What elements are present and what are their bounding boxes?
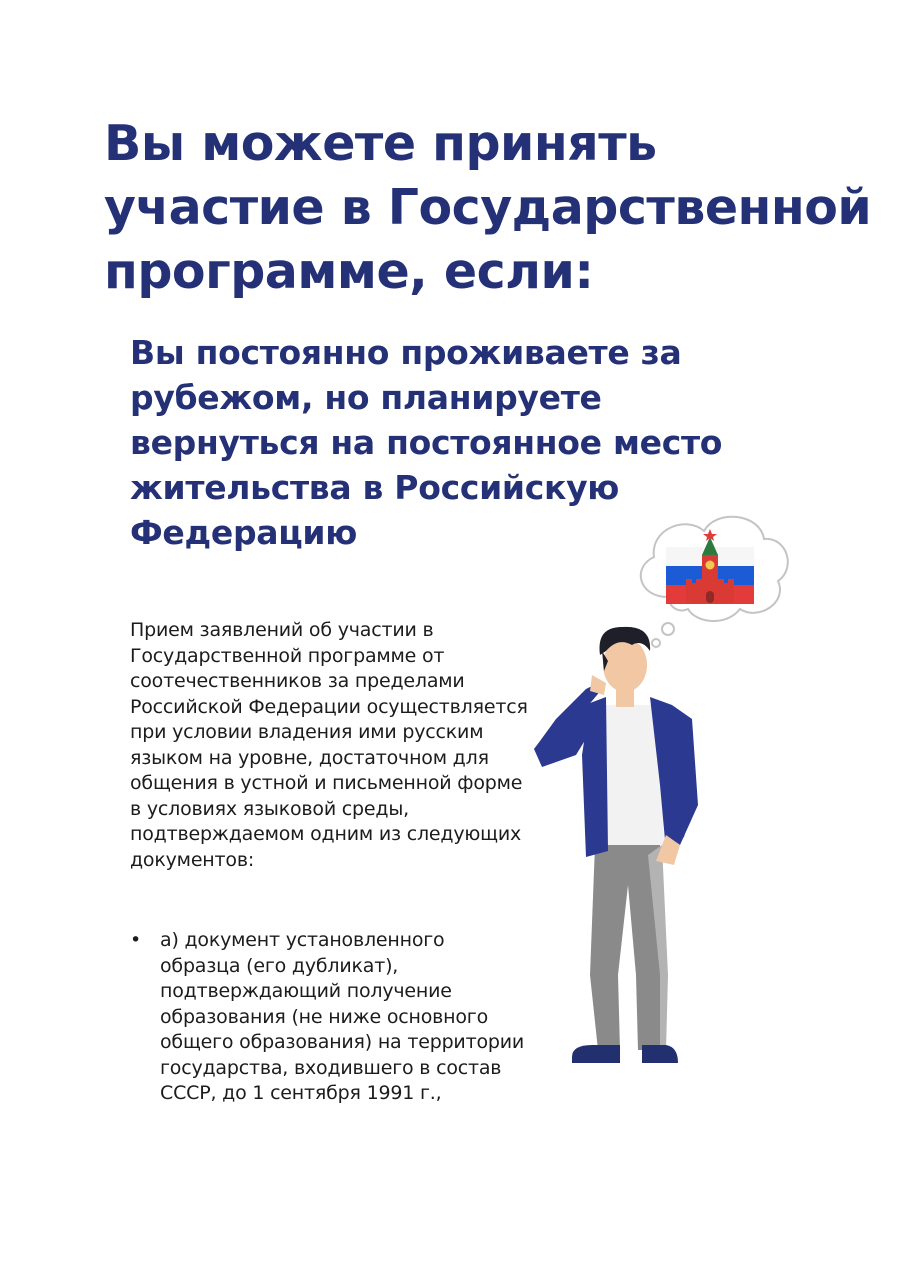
- person-figure-icon: [534, 627, 698, 1063]
- condition-subtitle: Вы постоянно проживаете за рубежом, но планируете вернуться на постоянное место жительства в Российскую Федерацию: [130, 333, 723, 552]
- thinking-man-with-kremlin-icon: [520, 505, 800, 1085]
- list-item: • а) документ установленного образца (его дубликат), подтверждающий получение образования (не ниже основного общего образования) на территории государства, входившего в состав СССР, до 1 сентября 1991 г.,: [130, 928, 530, 1107]
- documents-list: [130, 928, 530, 1107]
- language-requirement-text: Прием заявлений об участии в Государственной программе от соотечественников за пределами Российской Федерации осуществляется при условии владения ими русским языком на уровне, достаточном для общения в устной и письменной форме в условиях языковой среды, подтверждаемом одним из следующих документов:: [130, 619, 528, 871]
- page-title: Вы можете принять участие в Государственной программе, если:: [104, 115, 872, 300]
- thought-cloud-icon: [641, 517, 788, 647]
